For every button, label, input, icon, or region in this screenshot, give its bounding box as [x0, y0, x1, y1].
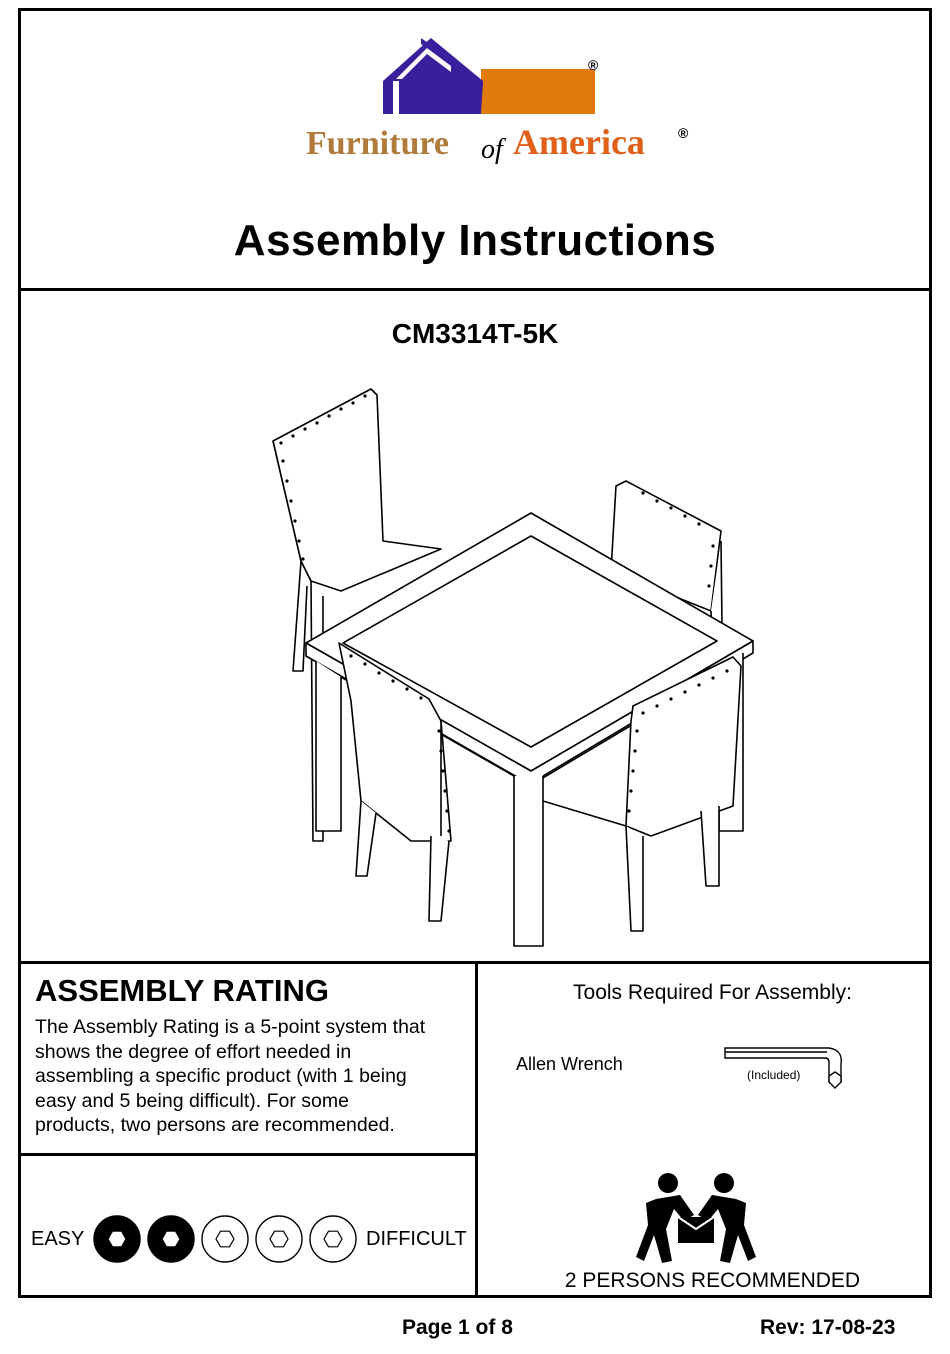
rating-dot-empty	[310, 1216, 356, 1262]
model-number: CM3314T-5K	[391, 318, 559, 349]
difficult-label: DIFFICULT	[366, 1228, 467, 1250]
tools-title: Tools Required For Assembly:	[573, 981, 852, 1004]
page-number: Page 1 of 8	[402, 1316, 513, 1339]
brand-word-america: America	[513, 122, 645, 162]
two-persons-lifting-icon	[636, 1169, 756, 1269]
registered-mark-2: ®	[678, 125, 689, 141]
rating-line: easy and 5 being difficult). For some	[35, 1089, 349, 1112]
brand-word-furniture: Furniture	[306, 125, 449, 162]
rating-scale	[91, 1211, 371, 1267]
rating-dot-filled	[94, 1216, 140, 1262]
brand-logo	[301, 36, 701, 166]
rating-line: assembling a specific product (with 1 being	[35, 1065, 407, 1087]
rating-line: products, two persons are recommended.	[35, 1114, 395, 1136]
revision-date: Rev: 17-08-23	[760, 1316, 896, 1339]
rating-dot-empty	[256, 1216, 302, 1262]
easy-label: EASY	[31, 1228, 85, 1250]
persons-recommended-label: 2 PERSONS RECOMMENDED	[564, 1269, 861, 1292]
house-logo-icon	[383, 38, 595, 114]
rating-dot-filled	[148, 1216, 194, 1262]
brand-word-of: of	[481, 134, 503, 165]
registered-mark: ®	[588, 57, 599, 73]
rating-line: shows the degree of effort needed in	[35, 1040, 352, 1063]
tool-included-note: (Included)	[747, 1068, 801, 1082]
dining-set-illustration	[271, 381, 771, 951]
header-divider	[21, 288, 929, 291]
page-title: Assembly Instructions	[233, 216, 717, 265]
document-frame	[18, 8, 932, 1298]
rating-divider	[21, 1153, 476, 1156]
assembly-rating-description	[35, 1015, 475, 1138]
assembly-rating-title: ASSEMBLY RATING	[35, 973, 329, 1008]
rating-dot-empty	[202, 1216, 248, 1262]
bottom-column-divider	[475, 961, 478, 1295]
tool-name: Allen Wrench	[516, 1054, 623, 1074]
rating-line: The Assembly Rating is a 5-point system that	[35, 1016, 426, 1038]
